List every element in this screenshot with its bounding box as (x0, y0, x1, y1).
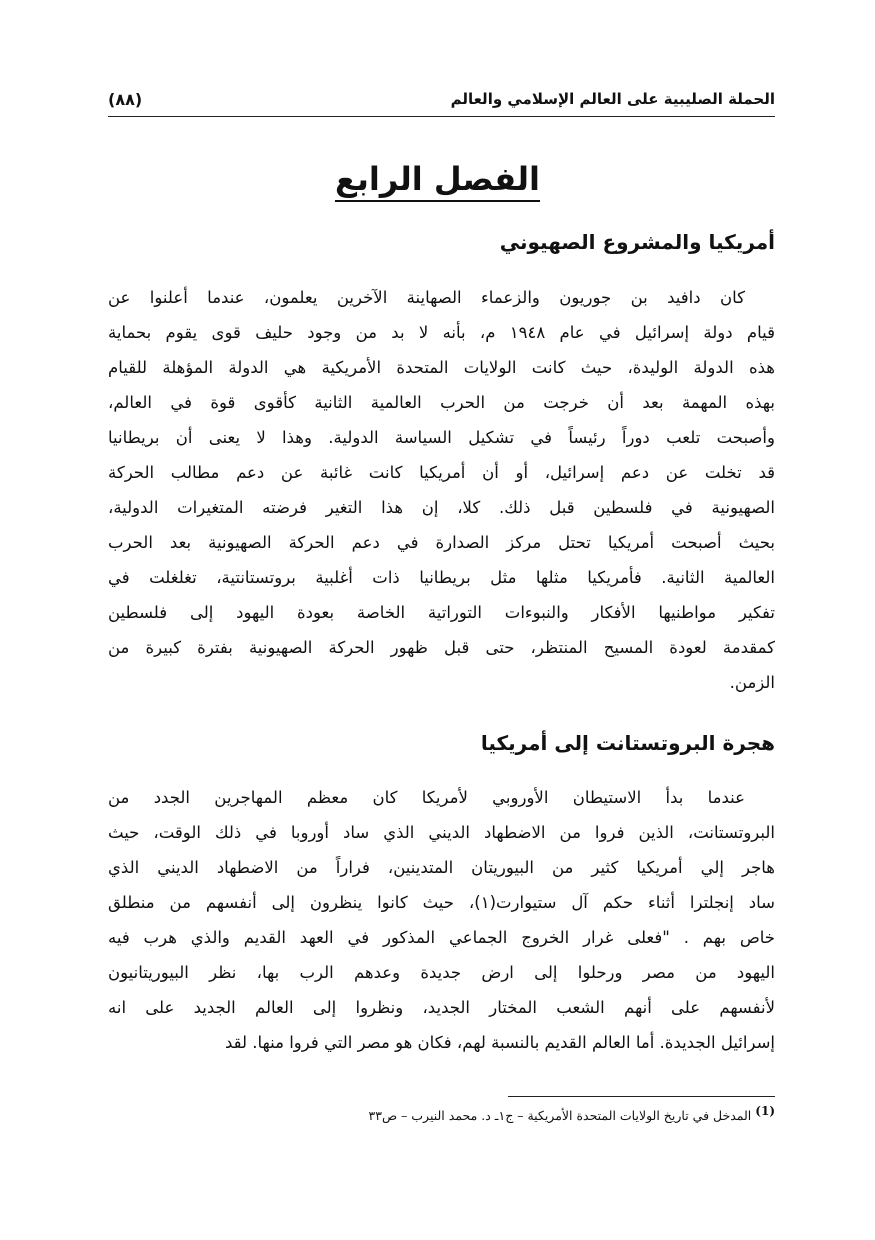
text-line: وأصبحت تلعب دوراً رئيساً في تشكيل السياسة الدولية. وهذا لا يعنى أن بريطانيا (108, 428, 775, 447)
text-line: كان دافيد بن جوريون والزعماء الصهاينة الآخرين يعلمون، عندما أعلنوا عن (108, 288, 745, 307)
footnote-marker: (1) (755, 1104, 775, 1118)
paragraph-2 (108, 780, 775, 1060)
text-line: هاجر إلي أمريكيا كثير من البيوريتان المتدينين، فراراً من الاضطهاد الديني الذي (108, 858, 775, 877)
text-line: قيام دولة إسرائيل في عام ١٩٤٨ م، بأنه لا بد من وجود حليف قوى يقوم بحماية (108, 323, 775, 342)
text-line: خاص بهم . "فعلى غرار الخروج الجماعي المذكور في العهد القديم والذي هرب فيه (108, 928, 775, 947)
text-line: كمقدمة لعودة المسيح المنتظر، حتى قبل ظهور الحركة الصهيونية بفترة كبيرة من (108, 638, 775, 657)
chapter-heading (0, 160, 875, 198)
book-title: الحملة الصليبية على العالم الإسلامي والعالم (450, 90, 775, 108)
text-line: تفكير مواطنيها الأفكار والنبوءات التوراتية الخاصة بعودة اليهود إلى فلسطين (108, 603, 775, 622)
text-line: لأنفسهم على أنهم الشعب المختار الجديد، ونظروا إلى العالم الجديد على انه (108, 998, 775, 1017)
footnote-separator (508, 1096, 775, 1097)
text-line: البروتستانت، الذين فروا من الاضطهاد الديني الذي ساد أوروبا في ذلك الوقت، حيث (108, 823, 775, 842)
page-number: (٨٨) (108, 90, 143, 109)
text-line: الصهيونية في فلسطين قبل ذلك. كلا، إن هذا التغير فرضته المتغيرات الدولية، (108, 498, 775, 517)
text-line: الزمن. (729, 673, 775, 692)
paragraph-1 (108, 280, 775, 700)
text-line: إسرائيل الجديدة. أما العالم القديم بالنسبة لهم، فكان هو مصر التي فروا منها. لقد (224, 1033, 775, 1052)
section-heading-1: أمريكيا والمشروع الصهيوني (499, 230, 775, 254)
text-line: عندما بدأ الاستيطان الأوروبي لأمريكا كان معظم المهاجرين الجدد من (108, 788, 745, 807)
footnote-text: المدخل في تاريخ الولايات المتحدة الأمريكية – ج١ـ د. محمد النيرب – ص٣٣ (368, 1108, 752, 1124)
text-line: بحيث أصبحت أمريكيا تحتل مركز الصدارة في دعم الحركة الصهيونية بعد الحرب (108, 533, 775, 552)
text-line: بهذه المهمة بعد أن خرجت من الحرب العالمية الثانية كأقوى قوة في العالم، (108, 393, 775, 412)
text-line: قد تخلت عن دعم إسرائيل، أو أن أمريكيا كانت غائبة عن دعم مطالب الحركة (108, 463, 775, 482)
text-line: ساد إنجلترا أثناء حكم آل ستيوارت(١)، حيث كانوا ينظرون إلى أنفسهم من منطلق (108, 893, 775, 912)
running-header (108, 90, 775, 117)
section-heading-2: هجرة البروتستانت إلى أمريكيا (480, 731, 775, 755)
text-line: هذه الدولة الوليدة، حيث كانت الولايات المتحدة الأمريكية هي الدولة المؤهلة للقيام (108, 358, 775, 377)
footnote (369, 1104, 775, 1123)
chapter-title: الفصل الرابع (335, 160, 540, 202)
text-line: العالمية الثانية. فأمريكيا مثلها مثل بريطانيا ذات أغلبية بروتستانتية، تغلغلت في (108, 568, 775, 587)
text-line: اليهود من مصر ورحلوا إلى ارض جديدة وعدهم الرب بها، نظر البيوريتانيون (108, 963, 775, 982)
